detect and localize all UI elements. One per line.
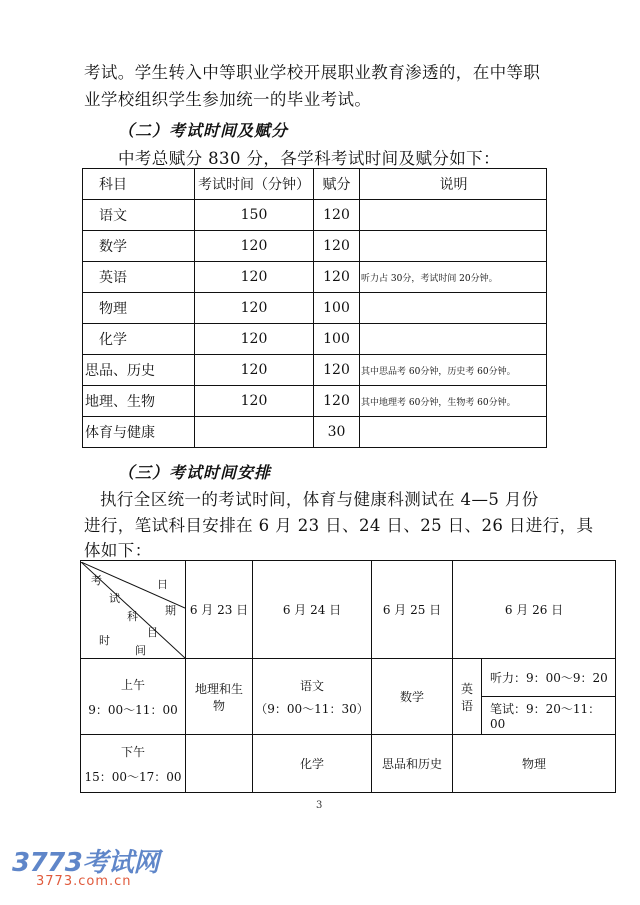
table-row — [83, 262, 547, 293]
period-time: 9：00～11：00 — [88, 702, 178, 717]
date-cell: 6 月 24 日 — [253, 561, 372, 659]
time-cell: 120 — [195, 355, 314, 386]
score-cell: 120 — [314, 355, 360, 386]
time-cell: 150 — [195, 200, 314, 231]
corner-char: 试 — [109, 591, 120, 605]
table-row — [83, 417, 547, 448]
subject-cell: 思品、历史 — [83, 355, 195, 386]
note-cell — [360, 293, 547, 324]
corner-char: 时 — [99, 633, 110, 647]
period-time: 15：00～17：00 — [84, 769, 182, 784]
table-row — [81, 735, 616, 793]
schedule-cell: 物理 — [453, 735, 616, 793]
time-cell: 120 — [195, 231, 314, 262]
paragraph-line: 体如下： — [84, 541, 152, 560]
header-cell: 赋分 — [314, 169, 360, 200]
header-cell: 科目 — [83, 169, 195, 200]
score-table — [82, 168, 547, 448]
time-cell: 120 — [195, 324, 314, 355]
paragraph-line: 业学校组织学生参加统一的毕业考试。 — [84, 90, 372, 109]
period-cell — [81, 659, 186, 735]
subject-cell: 语文 — [83, 200, 195, 231]
header-cell: 考试时间（分钟） — [195, 169, 314, 200]
table-header-row — [83, 169, 547, 200]
period-label: 上午 — [120, 677, 145, 692]
paragraph-line: 考试。学生转入中等职业学校开展职业教育渗透的，在中等职 — [84, 63, 541, 82]
watermark-logo: 3773考试网 — [12, 848, 159, 878]
time-cell: 120 — [195, 386, 314, 417]
table-row — [83, 293, 547, 324]
time-cell: 120 — [195, 293, 314, 324]
section-heading: （二）考试时间及赋分 — [118, 121, 289, 140]
subject-time: （9：00～11：30） — [255, 701, 369, 716]
schedule-table — [80, 560, 616, 793]
subject-cell: 物理 — [83, 293, 195, 324]
table-row — [83, 324, 547, 355]
table-row — [83, 355, 547, 386]
note-cell — [360, 417, 547, 448]
paragraph-line: 执行全区统一的考试时间，体育与健康科测试在 4—5 月份 — [100, 490, 539, 509]
schedule-cell: 化学 — [253, 735, 372, 793]
note-cell — [360, 200, 547, 231]
subject-cell: 体育与健康 — [83, 417, 195, 448]
note-cell — [360, 231, 547, 262]
schedule-cell: 听力：9：00～9：20 — [482, 659, 616, 697]
corner-char: 期 — [165, 603, 176, 617]
page-number: 3 — [316, 800, 323, 811]
table-row — [83, 200, 547, 231]
time-cell: 120 — [195, 262, 314, 293]
schedule-cell: 数学 — [372, 659, 453, 735]
corner-char: 日 — [157, 577, 168, 591]
note-cell: 听力占 30分，考试时间 20分钟。 — [360, 262, 547, 293]
score-cell: 100 — [314, 293, 360, 324]
watermark-url: 3773.com.cn — [36, 874, 132, 889]
time-cell — [195, 417, 314, 448]
score-cell: 30 — [314, 417, 360, 448]
table-row — [83, 231, 547, 262]
schedule-cell — [186, 735, 253, 793]
subject-cell: 英语 — [83, 262, 195, 293]
paragraph-line: 进行，笔试科目安排在 6 月 23 日、24 日、25 日、26 日进行，具 — [84, 516, 594, 535]
section-heading: （三）考试时间安排 — [118, 463, 272, 482]
header-cell: 说明 — [360, 169, 547, 200]
table-row — [83, 386, 547, 417]
schedule-cell: 笔试：9：20～11：00 — [482, 697, 616, 735]
date-cell: 6 月 23 日 — [186, 561, 253, 659]
corner-char: 间 — [135, 643, 146, 657]
subject-label: 语文 — [299, 678, 324, 693]
score-cell: 120 — [314, 231, 360, 262]
corner-char: 目 — [147, 625, 158, 639]
period-label: 下午 — [120, 744, 145, 759]
subject-cell: 化学 — [83, 324, 195, 355]
schedule-cell — [253, 659, 372, 735]
table-header-row — [81, 561, 616, 659]
note-cell: 其中地理考 60分钟，生物考 60分钟。 — [360, 386, 547, 417]
note-cell: 其中思品考 60分钟，历史考 60分钟。 — [360, 355, 547, 386]
score-cell: 120 — [314, 262, 360, 293]
diagonal-corner-cell — [81, 561, 186, 659]
schedule-cell: 地理和生物 — [186, 659, 253, 735]
period-cell — [81, 735, 186, 793]
date-cell: 6 月 25 日 — [372, 561, 453, 659]
score-cell: 100 — [314, 324, 360, 355]
schedule-cell: 思品和历史 — [372, 735, 453, 793]
paragraph-line: 中考总赋分 830 分，各学科考试时间及赋分如下： — [118, 149, 500, 168]
date-cell: 6 月 26 日 — [453, 561, 616, 659]
corner-char: 科 — [127, 609, 138, 623]
corner-char: 考 — [91, 573, 102, 587]
score-cell: 120 — [314, 386, 360, 417]
schedule-cell: 英语 — [453, 659, 482, 735]
table-row — [81, 659, 616, 697]
score-cell: 120 — [314, 200, 360, 231]
subject-cell: 数学 — [83, 231, 195, 262]
subject-cell: 地理、生物 — [83, 386, 195, 417]
note-cell — [360, 324, 547, 355]
